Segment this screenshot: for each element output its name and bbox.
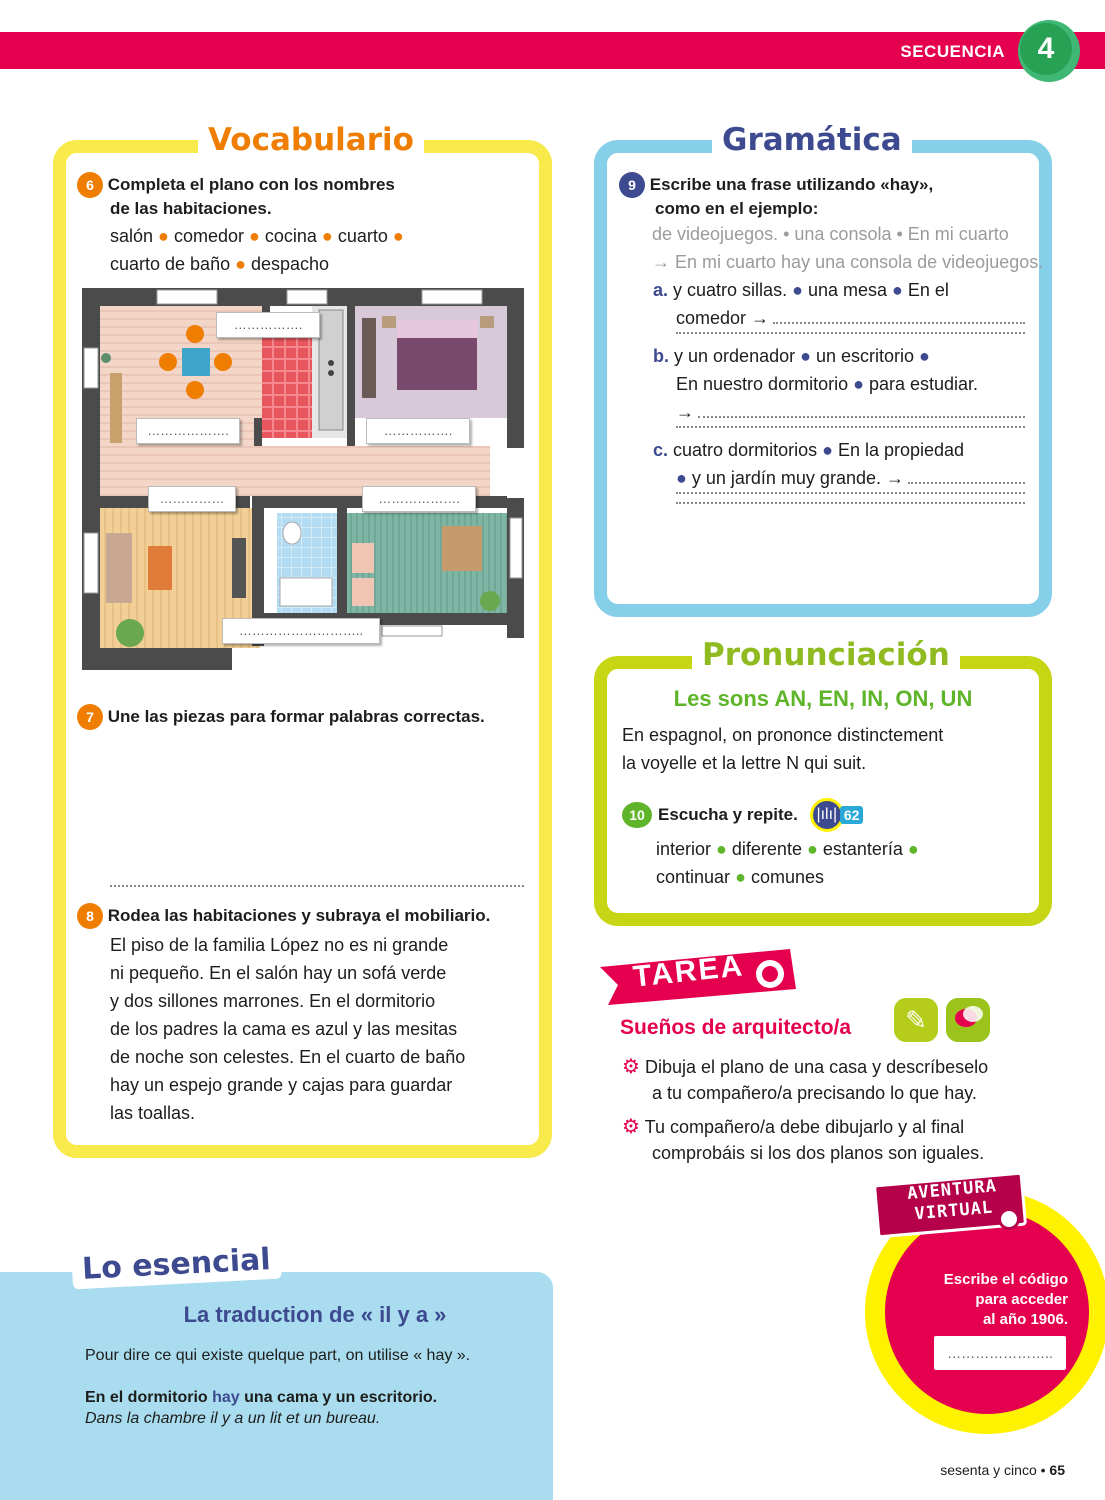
tarea-title: TAREA bbox=[631, 949, 746, 994]
exercise-title: Rodea las habitaciones y subraya el mobiliario. bbox=[107, 906, 491, 925]
esencial-subtitle: La traduction de « il y a » bbox=[183, 1302, 447, 1327]
tarea-item bbox=[622, 1114, 1042, 1166]
page-footer bbox=[940, 1462, 1065, 1478]
answer-line[interactable] bbox=[110, 885, 524, 887]
esencial-example bbox=[85, 1389, 437, 1407]
gear-icon: ⚙ bbox=[622, 1056, 640, 1078]
text-line: y dos sillones marrones. En el dormitorio bbox=[110, 991, 436, 1011]
text-line: a tu compañero/a precisando lo que hay. bbox=[652, 1083, 977, 1103]
exercise-title: Escribe una frase utilizando «hay», bbox=[649, 175, 934, 194]
text-line: hay un espejo grande y cajas para guardar bbox=[110, 1075, 453, 1095]
text-line: para acceder bbox=[975, 1291, 1068, 1308]
text-line: ni pequeño. En el salón hay un sofá verde bbox=[110, 963, 447, 983]
cursor-icon bbox=[998, 1208, 1020, 1230]
room-label-blank[interactable]: ………………. bbox=[136, 418, 240, 444]
vocabulario-title: Vocabulario bbox=[198, 122, 424, 158]
exercise-number: 10 bbox=[622, 802, 652, 828]
item-text: y un ordenador ● un escritorio ● bbox=[674, 346, 930, 366]
exercise-title: Escucha y repite. bbox=[658, 805, 798, 824]
word-line: continuar ● comunes bbox=[656, 867, 824, 887]
item-letter: a. bbox=[653, 280, 669, 300]
example-highlight: hay bbox=[212, 1389, 240, 1406]
item-text: ● y un jardín muy grande. → bbox=[676, 468, 904, 488]
word: cocina bbox=[264, 226, 317, 246]
sequence-number: 4 bbox=[1020, 23, 1072, 75]
tarea-item bbox=[622, 1054, 1042, 1106]
text-line: la voyelle et la lettre N qui suit. bbox=[622, 753, 867, 773]
exercise-number: 8 bbox=[77, 903, 103, 929]
text-line: de los padres la cama es azul y las mesitas bbox=[110, 1019, 458, 1039]
item-text: → bbox=[676, 402, 694, 422]
room-label-blank[interactable]: ……………. bbox=[216, 312, 320, 338]
sequence-label: SECUENCIA bbox=[900, 42, 1005, 61]
exercise-title-2: como en el ejemplo: bbox=[655, 199, 819, 218]
tarea-subtitle: Sueños de arquitecto/a bbox=[620, 1016, 852, 1039]
audio-icon[interactable]: |ılı| bbox=[810, 798, 844, 832]
word: cuarto bbox=[337, 226, 388, 246]
word-list: salón ● comedor ● cocina ● cuarto ● cuarto de baño ● despacho bbox=[110, 226, 404, 274]
audio-track[interactable] bbox=[810, 798, 864, 832]
text-line: El piso de la familia López no es ni grande bbox=[110, 935, 449, 955]
answer-line[interactable] bbox=[676, 332, 1025, 334]
gramatica-title: Gramática bbox=[712, 122, 912, 158]
exercise-number: 7 bbox=[77, 704, 103, 730]
example-text: una cama y un escritorio. bbox=[239, 1389, 438, 1406]
room-label-blank[interactable]: ………………. bbox=[362, 486, 476, 512]
track-number: 62 bbox=[840, 806, 864, 824]
word: salón bbox=[110, 226, 154, 246]
answer-line[interactable] bbox=[676, 426, 1025, 428]
pronunciacion-text bbox=[622, 721, 1032, 777]
speech-bubble-icon bbox=[946, 998, 990, 1042]
exercise-title-2: de las habitaciones. bbox=[110, 199, 272, 218]
word: despacho bbox=[251, 254, 330, 274]
esencial-title: Lo esencial bbox=[71, 1240, 281, 1290]
answer-line[interactable] bbox=[773, 304, 1025, 324]
page-text: sesenta y cinco • bbox=[940, 1462, 1046, 1478]
word-line: interior ● diferente ● estantería ● bbox=[656, 839, 919, 859]
example-line: de videojuegos. • una consola • En mi cuarto bbox=[652, 224, 1009, 244]
answer-line[interactable] bbox=[676, 502, 1025, 504]
exercise-number: 9 bbox=[619, 172, 645, 198]
exercise-number: 6 bbox=[77, 172, 103, 198]
badge-line: AVENTURA bbox=[906, 1176, 998, 1204]
aventura-text bbox=[918, 1270, 1068, 1330]
floor-plan-illustration bbox=[82, 288, 524, 670]
item-text: y cuatro sillas. ● una mesa ● En el bbox=[673, 280, 949, 300]
badge-line: VIRTUAL bbox=[913, 1197, 994, 1225]
room-label-blank[interactable]: …………… bbox=[148, 486, 236, 512]
esencial-translation: Dans la chambre il y a un lit et un bureau. bbox=[85, 1410, 381, 1427]
exercise-title: Completa el plano con los nombres bbox=[107, 175, 395, 194]
text-line: Escribe el código bbox=[943, 1271, 1068, 1288]
word: cuarto de baño bbox=[110, 254, 231, 274]
exercise-6 bbox=[77, 172, 517, 278]
word-list bbox=[656, 835, 1036, 891]
exercise-10 bbox=[622, 798, 863, 832]
word: comedor bbox=[173, 226, 244, 246]
gear-icon: ⚙ bbox=[622, 1116, 640, 1138]
exercise-8 bbox=[77, 903, 517, 1127]
pronunciacion-title: Pronunciación bbox=[692, 637, 960, 673]
esencial-text: Pour dire ce qui existe quelque part, on utilise « hay ». bbox=[85, 1347, 471, 1364]
text-line: de noche son celestes. En el cuarto de baño bbox=[110, 1047, 466, 1067]
text-line: Dibuja el plano de una casa y descríbeselo bbox=[644, 1057, 989, 1077]
page-number: 65 bbox=[1049, 1462, 1065, 1478]
pronunciacion-subtitle: Les sons AN, EN, IN, ON, UN bbox=[673, 686, 973, 711]
answer-line[interactable] bbox=[698, 398, 1025, 418]
item-text: comedor → bbox=[676, 308, 770, 328]
example-text: En el dormitorio bbox=[85, 1389, 213, 1406]
pencil-icon: ✎ bbox=[894, 998, 938, 1042]
text-line: En espagnol, on prononce distinctement bbox=[622, 725, 944, 745]
answer-line[interactable] bbox=[908, 464, 1025, 484]
floor-plan bbox=[82, 288, 524, 670]
exercise-7 bbox=[77, 704, 485, 730]
room-label-blank[interactable]: ……………………….. bbox=[222, 618, 380, 644]
item-text: cuatro dormitorios ● En la propiedad bbox=[673, 440, 965, 460]
example-answer: → En mi cuarto hay una consola de videojuegos. bbox=[652, 252, 1044, 272]
text-line: Tu compañero/a debe dibujarlo y al final bbox=[644, 1117, 965, 1137]
exercise-title: Une las piezas para formar palabras correctas. bbox=[107, 707, 485, 726]
answer-line[interactable] bbox=[676, 492, 1025, 494]
reading-text bbox=[77, 931, 517, 1127]
text-line: las toallas. bbox=[110, 1103, 196, 1123]
item-letter: c. bbox=[653, 440, 669, 460]
item-text: En nuestro dormitorio ● para estudiar. bbox=[676, 374, 979, 394]
exercise-9 bbox=[619, 172, 1044, 512]
room-label-blank[interactable]: ……………. bbox=[366, 418, 470, 444]
item-letter: b. bbox=[653, 346, 669, 366]
text-line: al año 1906. bbox=[982, 1311, 1068, 1328]
text-line: comprobáis si los dos planos son iguales. bbox=[652, 1143, 985, 1163]
code-input[interactable]: ………………….. bbox=[934, 1336, 1066, 1370]
